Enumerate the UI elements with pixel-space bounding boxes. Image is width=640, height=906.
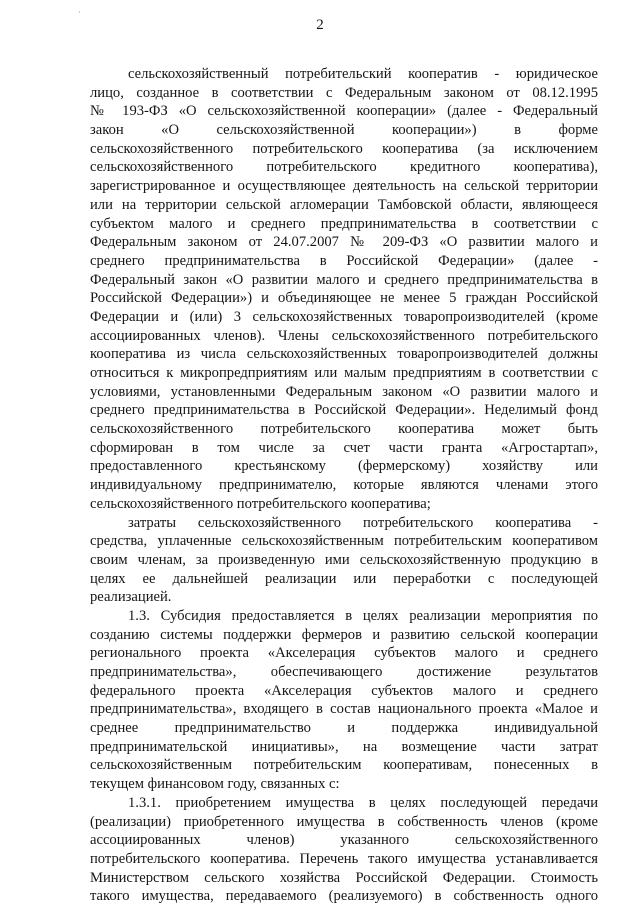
text-line: среднее предпринимательство и поддержка индивидуальной xyxy=(90,720,598,737)
text-line: сельскохозяйственного потребительского кооператива; xyxy=(90,495,431,512)
text-line: или на территории сельской агломерации Тамбовской области, являющееся xyxy=(90,196,598,213)
text-line: сельскохозяйственным потребительским кооперативам, понесенных в xyxy=(90,757,598,774)
text-line: сформирован в том числе за счет части гранта «Агростартап», xyxy=(90,439,598,456)
text-line: Федеральным законом от 24.07.2007 № 209-ФЗ «О развитии малого и xyxy=(90,234,598,251)
text-line: (реализации) приобретенного имущества в собственность членов (кроме xyxy=(90,813,598,830)
text-line: ассоциированных членов) указанного сельскохозяйственного xyxy=(90,832,598,849)
text-line: сельскохозяйственного потребительского кредитного кооператива), xyxy=(90,159,598,176)
text-line: регионального проекта «Акселерация субъектов малого и среднего xyxy=(90,645,598,662)
page-number: 2 xyxy=(316,17,324,33)
text-line: сельскохозяйственного потребительского кооператива (за исключением xyxy=(90,140,598,157)
text-line: 1.3.1. приобретением имущества в целях последующей передачи xyxy=(128,794,598,811)
text-line: 1.3. Субсидия предоставляется в целях реализации мероприятия по xyxy=(128,607,598,624)
text-line: кооператива из числа сельскохозяйственных товаропроизводителей должны xyxy=(90,346,598,363)
text-line: закон «О сельскохозяйственной кооперации») в форме xyxy=(90,122,598,139)
text-line: предоставленного крестьянскому (фермерскому) хозяйству или xyxy=(90,458,598,475)
text-line: Федерации и (или) 3 сельскохозяйственных товаропроизводителей (кроме xyxy=(90,308,598,325)
text-line: относиться к микропредприятиям или малым предприятиям в соответствии с xyxy=(90,365,598,381)
text-line: потребительского кооператива. Перечень такого имущества устанавливается xyxy=(90,850,598,867)
text-line: субъектом малого и среднего предпринимательства в соответствии с xyxy=(90,215,598,232)
text-line: Российской Федерации») и объединяющее не менее 5 граждан Российской xyxy=(90,290,598,307)
text-line: лицо, созданное в соответствии с Федеральным законом от 08.12.1995 xyxy=(90,84,598,101)
text-line: средства, уплаченные сельскохозяйственным потребительским кооперативом xyxy=(90,533,598,550)
text-line: сельскохозяйственный потребительский кооператив - юридическое xyxy=(128,66,598,82)
text-line: предпринимательской инициативы», на возмещение части затрат xyxy=(90,738,598,755)
body-text xyxy=(90,65,598,906)
text-line: текущем финансовом году, связанных с: xyxy=(90,776,340,793)
text-line: среднего предпринимательства в Российской Федерации» (далее - xyxy=(90,252,598,269)
text-line: целях ее дальнейшей реализации или переработки с последующей xyxy=(90,570,598,587)
text-line: № 193-ФЗ «О сельскохозяйственной кооперации» (далее - Федеральный xyxy=(90,103,598,120)
text-line: зарегистрированное и осуществляющее деятельность на сельской территории xyxy=(90,178,598,195)
text-line: затраты сельскохозяйственного потребительского кооператива - xyxy=(128,514,598,531)
corner-mark: · xyxy=(78,8,81,17)
text-line: предпринимательства», входящего в состав национального проекта «Малое и xyxy=(90,701,598,718)
text-line: такого имущества, передаваемого (реализуемого) в собственность одного xyxy=(90,888,598,905)
text-line: условиями, установленными Федеральным законом «О развитии малого и xyxy=(90,383,598,400)
text-line: ассоциированных членов). Члены сельскохозяйственного потребительского xyxy=(90,327,598,344)
text-line: реализацией. xyxy=(90,589,172,606)
text-line: своим членам, за произведенную ими сельскохозяйственную продукцию в xyxy=(90,551,598,568)
text-line: индивидуальному предпринимателю, которые являются членами этого xyxy=(90,477,598,494)
text-line: предпринимательства», обеспечивающего достижение результатов xyxy=(90,664,598,680)
text-line: Федеральный закон «О развитии малого и среднего предпринимательства в xyxy=(90,271,598,288)
text-line: Министерством сельского хозяйства Российской Федерации. Стоимость xyxy=(90,869,598,886)
text-line: созданию системы поддержки фермеров и развитию сельской кооперации xyxy=(90,626,598,643)
text-line: сельскохозяйственного потребительского кооператива может быть xyxy=(90,421,598,438)
text-line: среднего предпринимательства в Российской Федерации». Неделимый фонд xyxy=(90,402,598,419)
text-line: федерального проекта «Акселерация субъектов малого и среднего xyxy=(90,682,598,699)
